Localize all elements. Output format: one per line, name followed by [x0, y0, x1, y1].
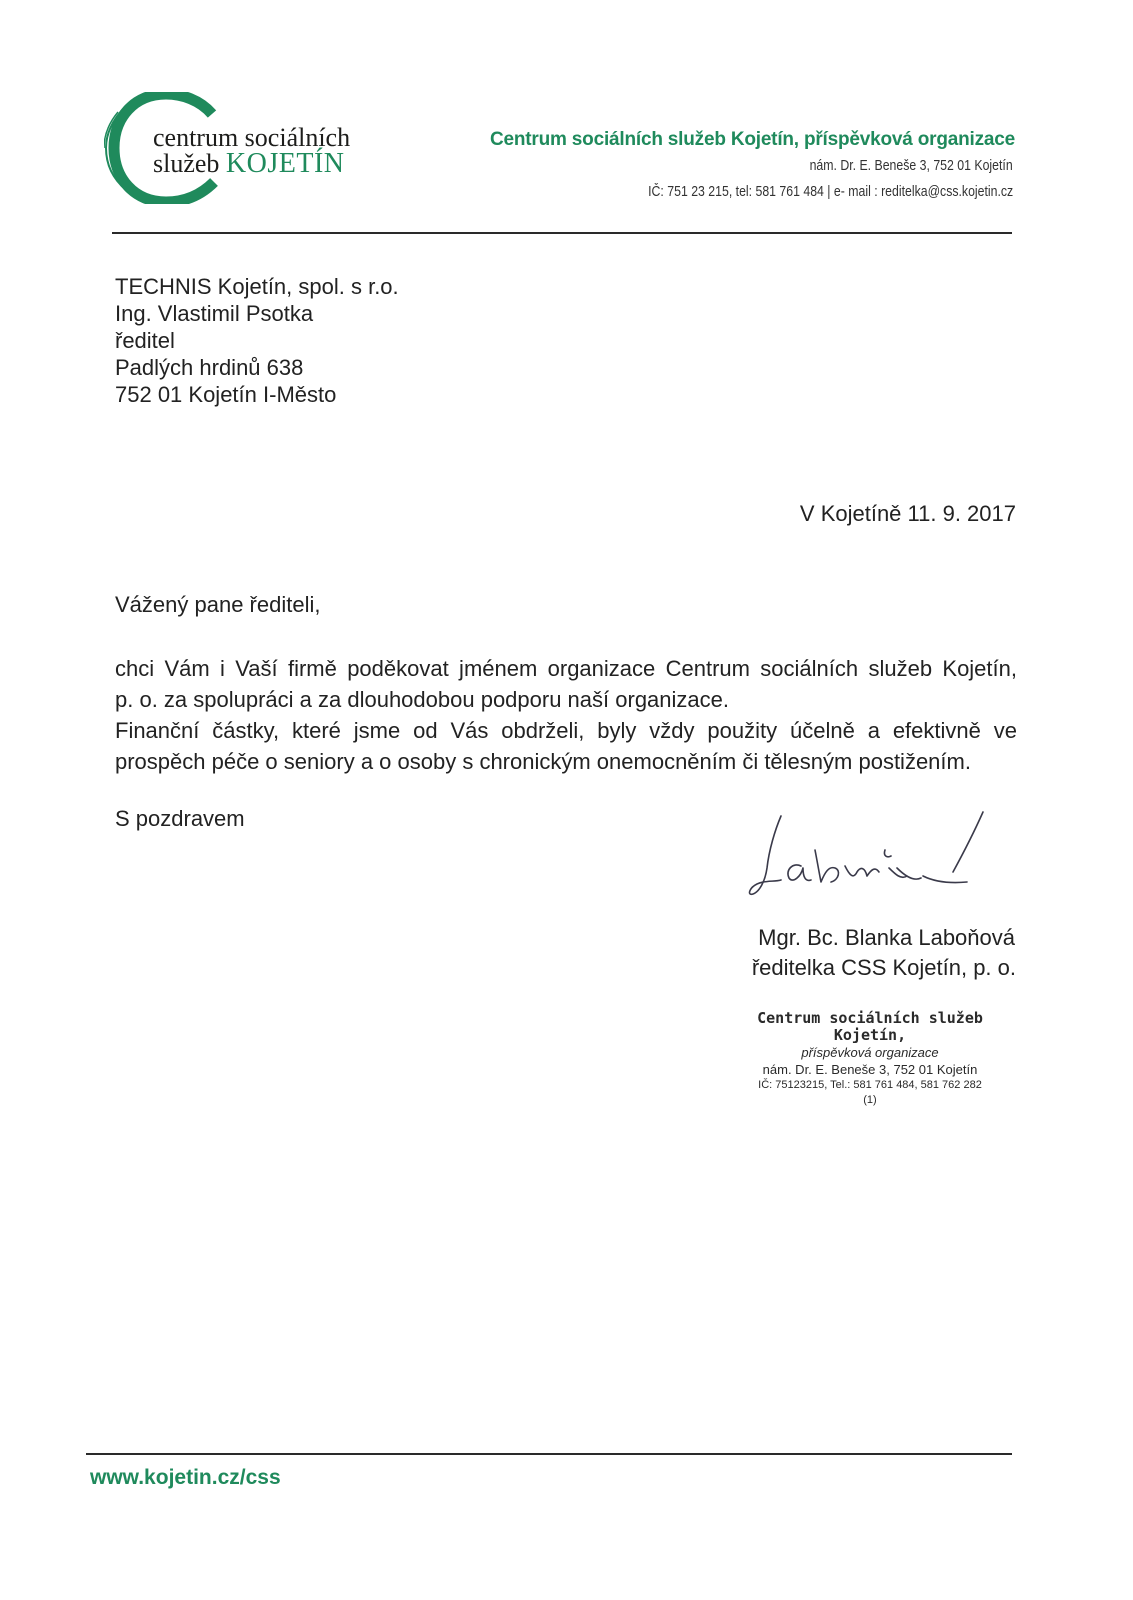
letter-date: V Kojetíně 11. 9. 2017: [799, 501, 1016, 526]
signer-name: Mgr. Bc. Blanka Laboňová: [758, 925, 1015, 950]
logo-text-sluzeb: služeb: [153, 149, 220, 178]
header-contact: IČ: 751 23 215, tel: 581 761 484 | e- mail : reditelka@css.kojetin.cz: [647, 183, 1013, 200]
stamp-line: IČ: 75123215, Tel.: 581 761 484, 581 762 282: [758, 1079, 982, 1091]
stamp-line: Kojetín,: [833, 1026, 907, 1044]
footer-divider: [86, 1453, 1012, 1455]
signer-role: ředitelka CSS Kojetín, p. o.: [751, 955, 1016, 980]
stamp-line: příspěvková organizace: [801, 1045, 939, 1060]
organization-stamp: [735, 1010, 1005, 1107]
header-org-name: Centrum sociálních služeb Kojetín, příspěvková organizace: [490, 129, 1015, 150]
handwritten-signature: [745, 810, 995, 915]
header-address: nám. Dr. E. Beneše 3, 752 01 Kojetín: [809, 157, 1013, 174]
logo-text-line2: [153, 150, 345, 178]
body-line: p. o. za spolupráci a za dlouhodobou podporu naší organizace.: [115, 687, 729, 712]
recipient-street: Padlých hrdinů 638: [115, 355, 304, 380]
logo-text-line1: centrum sociálních: [153, 123, 351, 152]
stamp-line: (1): [863, 1094, 877, 1106]
stamp-line: Centrum sociálních služeb: [757, 1009, 983, 1027]
body-line: Finanční částky, které jsme od Vás obdrželi, byly vždy použity účelně a efektivně ve: [115, 718, 1017, 743]
letter-body: [115, 653, 1017, 777]
recipient-name: Ing. Vlastimil Psotka: [115, 301, 314, 326]
footer-website-link[interactable]: www.kojetin.cz/css: [90, 1466, 281, 1489]
salutation: Vážený pane řediteli,: [115, 592, 321, 617]
body-line: prospěch péče o seniory a o osoby s chronickým onemocněním či tělesným postižením.: [115, 749, 971, 774]
recipient-city: 752 01 Kojetín I-Město: [115, 382, 337, 407]
closing: S pozdravem: [115, 806, 245, 831]
recipient-role: ředitel: [115, 328, 175, 353]
logo-text-kojetin: KOJETÍN: [225, 148, 345, 179]
header-divider: [112, 232, 1012, 234]
body-line: chci Vám i Vaší firmě poděkovat jménem organizace Centrum sociálních služeb Kojetín,: [115, 656, 1017, 681]
recipient-company: TECHNIS Kojetín, spol. s r.o.: [115, 274, 399, 299]
stamp-line: nám. Dr. E. Beneše 3, 752 01 Kojetín: [762, 1062, 978, 1077]
